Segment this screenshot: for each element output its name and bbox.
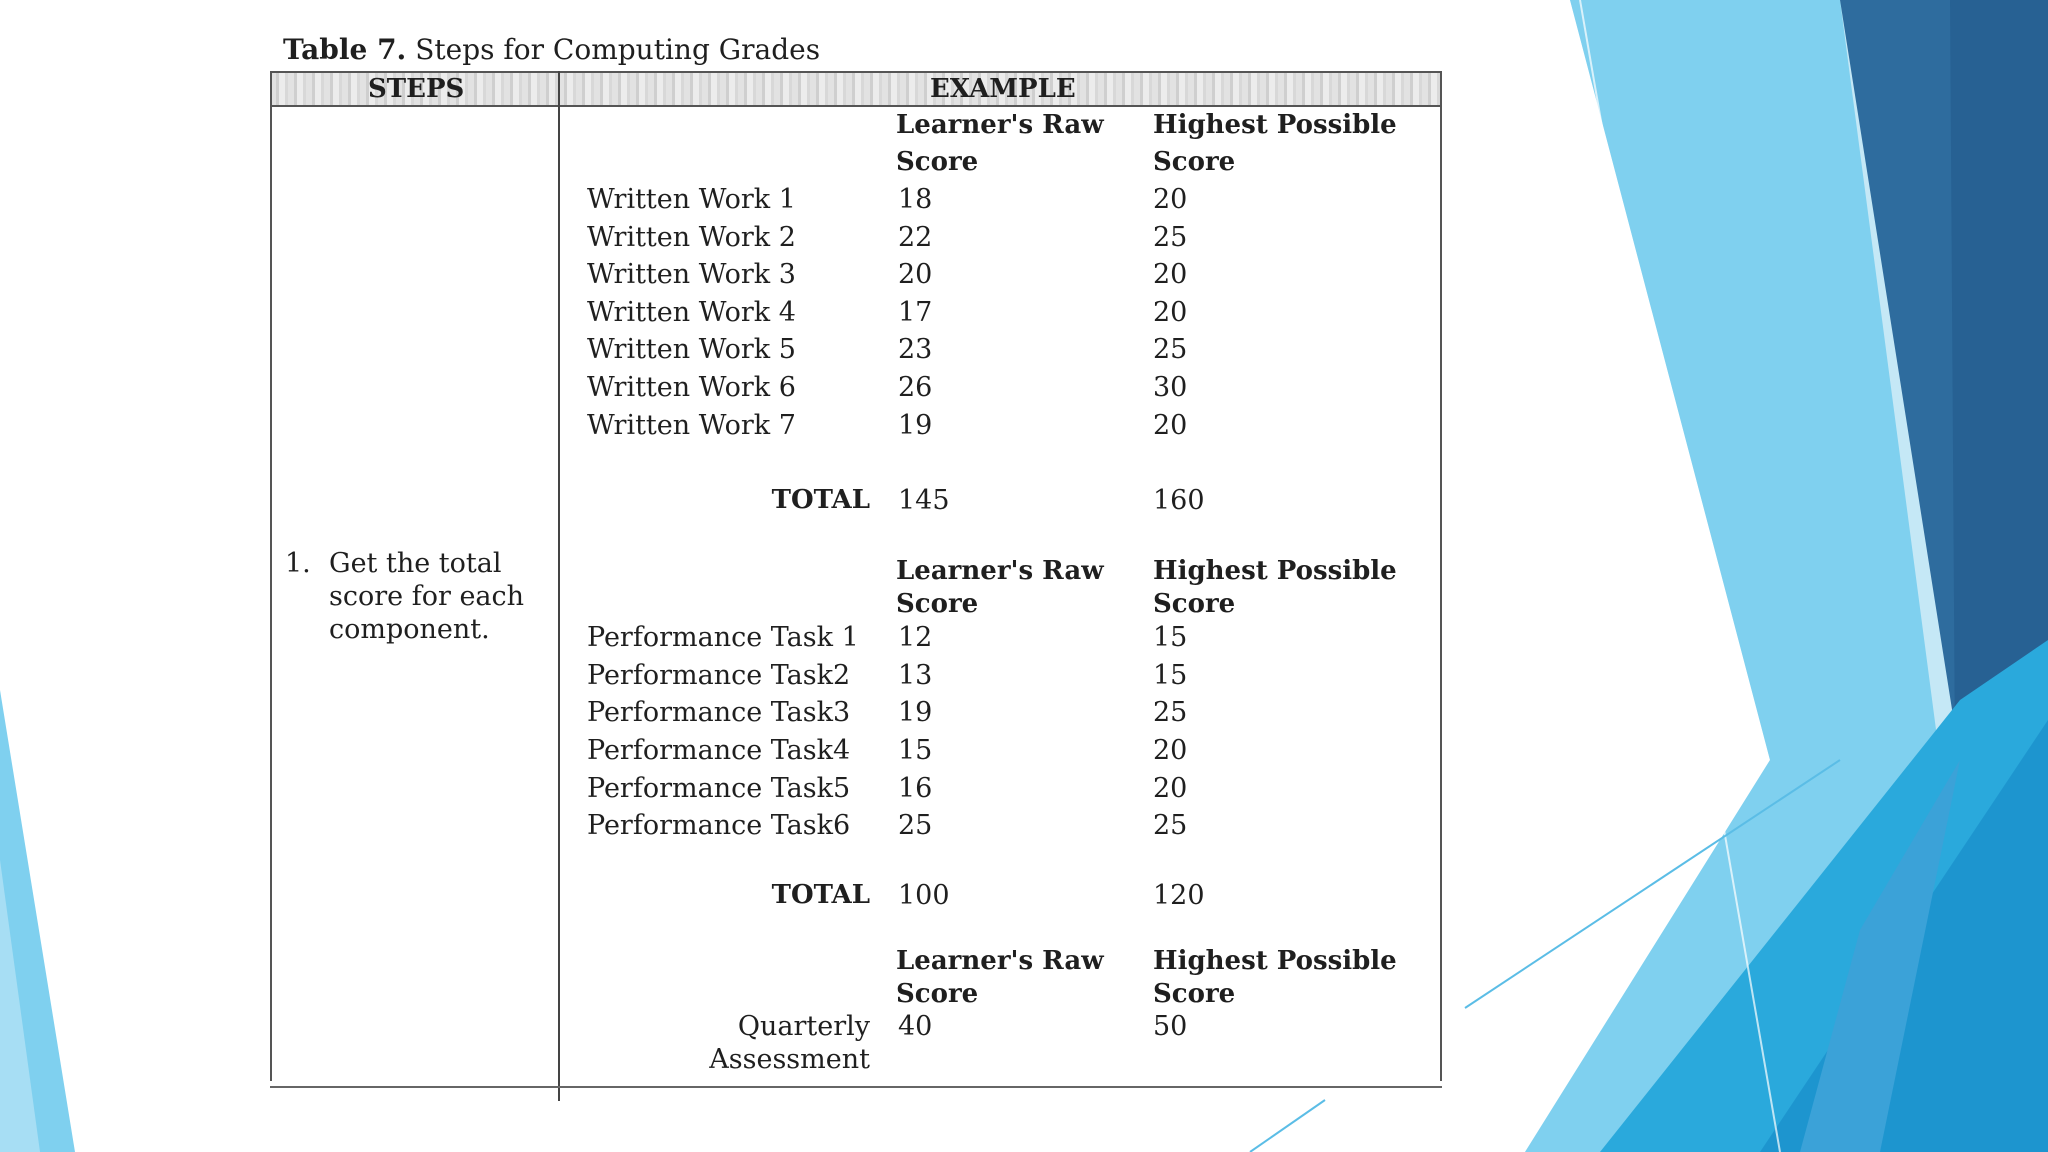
performance-raw-header-1: Learner's Raw — [896, 556, 1104, 586]
written-label: Written Work 6 — [587, 372, 796, 403]
written-label: Written Work 7 — [587, 410, 796, 441]
performance-total-raw: 100 — [898, 880, 950, 911]
quarterly-label-2: Assessment — [709, 1044, 870, 1075]
performance-hps: 15 — [1153, 622, 1188, 653]
table-caption — [283, 33, 820, 66]
written-raw: 26 — [898, 372, 933, 403]
written-raw: 20 — [898, 259, 933, 290]
performance-label: Performance Task 1 — [587, 622, 859, 653]
written-label: Written Work 2 — [587, 222, 796, 253]
performance-hps-header-2: Score — [1153, 589, 1236, 619]
table-caption-title: Steps for Computing Grades — [415, 33, 821, 66]
quarterly-raw-header-2: Score — [896, 979, 979, 1009]
performance-raw-header-2: Score — [896, 589, 979, 619]
written-total-hps: 160 — [1153, 485, 1205, 516]
table-caption-label: Table 7. — [283, 33, 407, 66]
written-hps: 20 — [1153, 297, 1188, 328]
performance-total-hps: 120 — [1153, 880, 1205, 911]
written-raw: 19 — [898, 410, 933, 441]
written-label: Written Work 5 — [587, 334, 796, 365]
written-raw: 22 — [898, 222, 933, 253]
step-line-3: component. — [329, 614, 490, 645]
quarterly-label-1: Quarterly — [737, 1011, 870, 1042]
written-label: Written Work 4 — [587, 297, 796, 328]
performance-raw: 16 — [898, 773, 933, 804]
written-hps-header-2: Score — [1153, 147, 1236, 177]
written-raw-header-1: Learner's Raw — [896, 110, 1104, 140]
performance-raw: 19 — [898, 697, 933, 728]
written-hps: 30 — [1153, 372, 1188, 403]
performance-hps: 15 — [1153, 660, 1188, 691]
performance-hps: 20 — [1153, 773, 1188, 804]
performance-raw: 12 — [898, 622, 933, 653]
written-raw-header-2: Score — [896, 147, 979, 177]
written-hps: 25 — [1153, 334, 1188, 365]
header-steps: STEPS — [368, 74, 465, 104]
quarterly-hps-header-1: Highest Possible — [1153, 946, 1397, 976]
written-label: Written Work 1 — [587, 184, 796, 215]
header-example: EXAMPLE — [930, 74, 1076, 104]
performance-hps: 25 — [1153, 697, 1188, 728]
step-line-1: Get the total — [329, 548, 502, 579]
written-total-raw: 145 — [898, 485, 950, 516]
quarterly-raw-header-1: Learner's Raw — [896, 946, 1104, 976]
performance-hps: 25 — [1153, 810, 1188, 841]
step-number: 1. — [285, 548, 311, 579]
written-hps: 20 — [1153, 410, 1188, 441]
performance-label: Performance Task2 — [587, 660, 851, 691]
step-line-2: score for each — [329, 581, 525, 612]
written-hps: 20 — [1153, 259, 1188, 290]
written-hps: 25 — [1153, 222, 1188, 253]
performance-hps-header-1: Highest Possible — [1153, 556, 1397, 586]
quarterly-hps-header-2: Score — [1153, 979, 1236, 1009]
performance-label: Performance Task4 — [587, 735, 851, 766]
written-label: Written Work 3 — [587, 259, 796, 290]
performance-label: Performance Task6 — [587, 810, 851, 841]
performance-label: Performance Task3 — [587, 697, 851, 728]
table-bottom-rule — [270, 1086, 1442, 1088]
written-hps-header-1: Highest Possible — [1153, 110, 1397, 140]
quarterly-hps: 50 — [1153, 1011, 1188, 1042]
performance-raw: 13 — [898, 660, 933, 691]
column-divider — [558, 71, 560, 1101]
written-total-label: TOTAL — [771, 485, 870, 515]
performance-raw: 25 — [898, 810, 933, 841]
written-raw: 23 — [898, 334, 933, 365]
written-raw: 18 — [898, 184, 933, 215]
performance-total-label: TOTAL — [771, 880, 870, 910]
performance-raw: 15 — [898, 735, 933, 766]
performance-hps: 20 — [1153, 735, 1188, 766]
performance-label: Performance Task5 — [587, 773, 851, 804]
written-hps: 20 — [1153, 184, 1188, 215]
written-raw: 17 — [898, 297, 933, 328]
quarterly-raw: 40 — [898, 1011, 933, 1042]
